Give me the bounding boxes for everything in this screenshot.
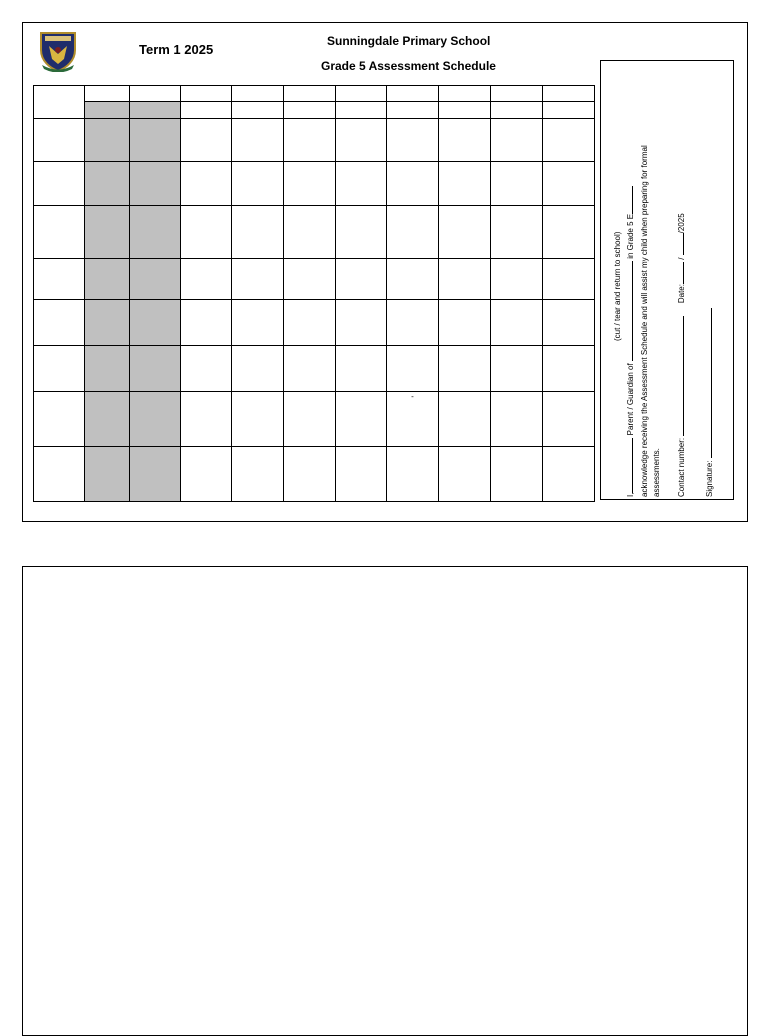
- child-name-blank[interactable]: [632, 261, 633, 361]
- table-row: [34, 119, 595, 162]
- name-blank[interactable]: [632, 438, 633, 493]
- table-cell: [336, 392, 387, 447]
- table-cell: [543, 119, 595, 162]
- school-crest-logo: [38, 30, 78, 72]
- table-cell: [232, 162, 284, 206]
- table-cell: [232, 346, 284, 392]
- table-cell: [543, 206, 595, 259]
- date-year: /2025: [677, 213, 686, 234]
- shaded-cell: [130, 206, 181, 259]
- table-cell: [491, 392, 543, 447]
- row-label-cell: [34, 162, 85, 206]
- table-cell: [284, 259, 336, 300]
- table-header-cell: [284, 86, 336, 102]
- table-cell: [439, 162, 491, 206]
- table-cell: [491, 300, 543, 346]
- table-cell: [336, 259, 387, 300]
- slip-prefix: I,: [626, 492, 635, 497]
- date-day-blank[interactable]: [683, 262, 684, 284]
- shaded-cell: [85, 259, 130, 300]
- table-cell: [543, 259, 595, 300]
- table-cell: [336, 119, 387, 162]
- table-cell: [387, 300, 439, 346]
- table-cell: [543, 346, 595, 392]
- table-header-cell: [130, 86, 181, 102]
- table-header-cell: [181, 102, 232, 119]
- table-cell: [181, 447, 232, 502]
- table-header-cell: [543, 102, 595, 119]
- shaded-cell: [130, 447, 181, 502]
- table-header-cell: [439, 102, 491, 119]
- table-header-cell: [181, 86, 232, 102]
- slip-line-1: [626, 186, 636, 497]
- contact-blank[interactable]: [683, 316, 684, 436]
- table-cell: [232, 392, 284, 447]
- table-cell: [284, 392, 336, 447]
- table-cell: [284, 447, 336, 502]
- table-header-cell: [387, 102, 439, 119]
- row-label-cell: [34, 300, 85, 346]
- table-cell: [491, 162, 543, 206]
- table-cell: [543, 300, 595, 346]
- table-cell: [439, 300, 491, 346]
- slip-grade-text: in Grade 5 E: [626, 213, 635, 259]
- table-cell: [439, 392, 491, 447]
- table-cell: [181, 206, 232, 259]
- row-label-cell: [34, 119, 85, 162]
- shaded-cell: [85, 162, 130, 206]
- table-cell: [232, 206, 284, 259]
- table-cell: [232, 447, 284, 502]
- date-label: Date:: [677, 284, 686, 304]
- table-cell: [387, 206, 439, 259]
- table-header-row: [34, 86, 595, 102]
- table-row: [34, 300, 595, 346]
- table-header-cell: [543, 86, 595, 102]
- table-cell: [439, 119, 491, 162]
- table-cell: [491, 206, 543, 259]
- table-header-cell: [387, 86, 439, 102]
- table-cell: [284, 206, 336, 259]
- table-header-cell: [491, 102, 543, 119]
- row-label-cell: [34, 392, 85, 447]
- table-cell: [181, 346, 232, 392]
- shaded-cell: [85, 392, 130, 447]
- table-cell: [336, 346, 387, 392]
- table-row: [34, 206, 595, 259]
- school-name: Sunningdale Primary School: [327, 34, 491, 48]
- signature-label: Signature:: [705, 460, 714, 497]
- table-cell: [336, 162, 387, 206]
- table-header-cell: [232, 102, 284, 119]
- table-cell: [284, 300, 336, 346]
- shaded-cell: [85, 346, 130, 392]
- table-cell: [181, 259, 232, 300]
- shaded-cell: [130, 346, 181, 392]
- contact-label: Contact number:: [677, 437, 686, 497]
- row-label-cell: [34, 206, 85, 259]
- table-header-cell: [130, 102, 181, 119]
- table-cell: [387, 346, 439, 392]
- shaded-cell: [130, 392, 181, 447]
- table-cell: [387, 259, 439, 300]
- class-blank[interactable]: [632, 186, 633, 214]
- table-cell: [232, 300, 284, 346]
- table-cell: -: [387, 392, 439, 447]
- shaded-cell: [85, 206, 130, 259]
- table-cell: [491, 259, 543, 300]
- table-cell: [336, 447, 387, 502]
- table-cell: [181, 162, 232, 206]
- table-cell: [336, 206, 387, 259]
- row-label-cell: [34, 447, 85, 502]
- slip-parent-text: Parent / Guardian of: [626, 363, 635, 436]
- slip-line-2: acknowledge receiving the Assessment Schedule and will assist my child when preparing for formal: [640, 145, 649, 497]
- schedule-title: Grade 5 Assessment Schedule: [321, 59, 496, 73]
- table-cell: [181, 392, 232, 447]
- table-header-cell: [284, 102, 336, 119]
- shaded-cell: [85, 300, 130, 346]
- table-cell: [491, 119, 543, 162]
- table-row: [34, 162, 595, 206]
- table-cell: [284, 346, 336, 392]
- table-cell: [543, 392, 595, 447]
- table-cell: [232, 259, 284, 300]
- shaded-cell: [130, 259, 181, 300]
- slip-line-3: assessments.: [652, 448, 661, 497]
- table-header-row: [34, 102, 595, 119]
- shaded-cell: [130, 300, 181, 346]
- table-header-cell: [439, 86, 491, 102]
- table-cell: [284, 119, 336, 162]
- date-separator: /: [677, 257, 686, 260]
- table-cell: [439, 447, 491, 502]
- slip-contact-line: [677, 213, 687, 497]
- table-cell: [491, 346, 543, 392]
- date-month-blank[interactable]: [683, 233, 684, 255]
- table-cell: [181, 300, 232, 346]
- table-header-cell: [85, 102, 130, 119]
- table-cell: [439, 259, 491, 300]
- shaded-cell: [85, 447, 130, 502]
- assessment-schedule-table: [33, 85, 595, 502]
- table-cell: [336, 300, 387, 346]
- table-row: [34, 447, 595, 502]
- table-header-cell: [336, 102, 387, 119]
- notes-frame: [22, 566, 748, 1036]
- table-header-cell: [491, 86, 543, 102]
- row-label-header-cell: [34, 86, 85, 119]
- table-cell: [439, 206, 491, 259]
- table-cell: [284, 162, 336, 206]
- table-cell: [232, 119, 284, 162]
- table-cell: [439, 346, 491, 392]
- term-label: Term 1 2025: [139, 42, 214, 57]
- shaded-cell: [130, 119, 181, 162]
- table-cell: [387, 162, 439, 206]
- shaded-cell: [85, 119, 130, 162]
- table-header-cell: [232, 86, 284, 102]
- row-label-cell: [34, 259, 85, 300]
- table-cell: [543, 447, 595, 502]
- table-row: [34, 392, 595, 447]
- cut-note: (cut / tear and return to school): [613, 231, 622, 341]
- table-cell: [181, 119, 232, 162]
- table-cell: [491, 447, 543, 502]
- row-label-cell: [34, 346, 85, 392]
- shaded-cell: [130, 162, 181, 206]
- table-row: [34, 346, 595, 392]
- table-header-cell: [336, 86, 387, 102]
- signature-blank[interactable]: [711, 308, 712, 458]
- table-row: [34, 259, 595, 300]
- table-header-cell: [85, 86, 130, 102]
- table-cell: [543, 162, 595, 206]
- table-cell: [387, 119, 439, 162]
- table-cell: [387, 447, 439, 502]
- slip-signature-line: [705, 308, 715, 497]
- return-slip: [600, 60, 734, 500]
